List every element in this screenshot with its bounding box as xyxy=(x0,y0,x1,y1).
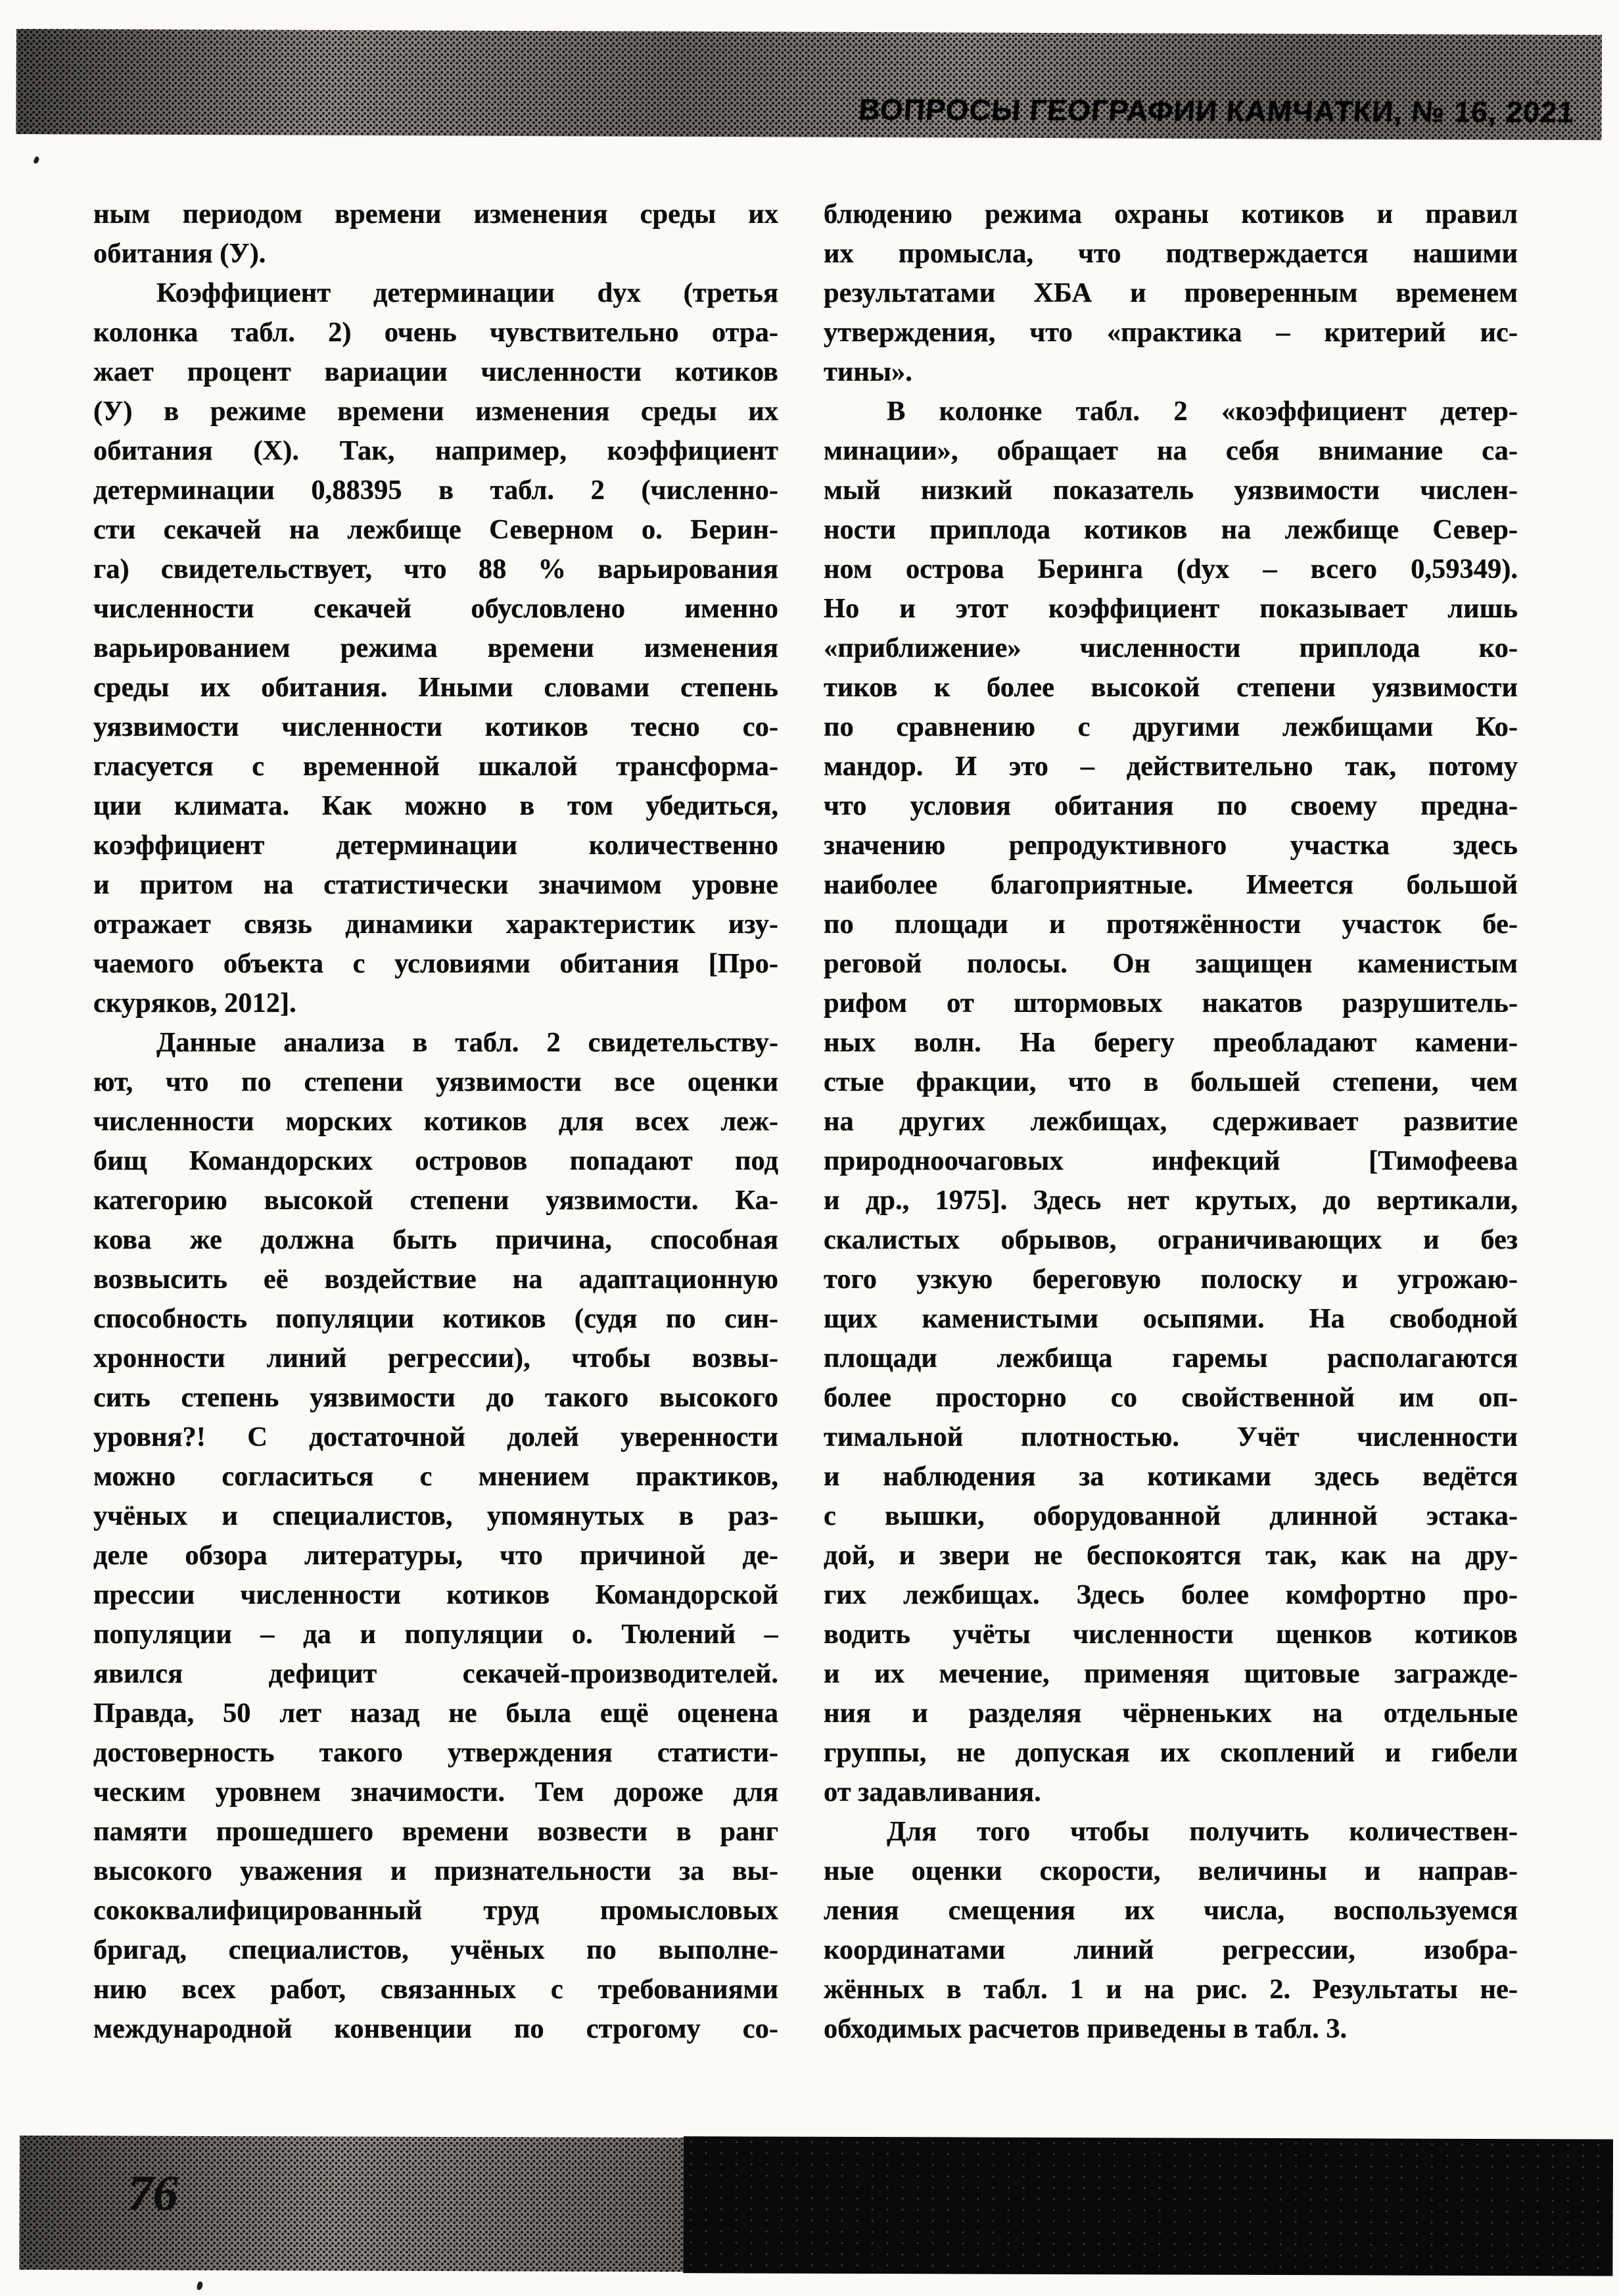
footer-black-area xyxy=(683,2136,1613,2276)
text-line: ления смещения их числа, воспользуемся xyxy=(824,1895,1518,1926)
text-line: Коэффициент детерминации dух (третья xyxy=(156,277,778,308)
text-line: более просторно со свойственной им оп- xyxy=(824,1382,1518,1413)
text-line: с вышки, оборудованной длинной эстака- xyxy=(824,1500,1518,1531)
text-line: и притом на статистически значимом уровне xyxy=(93,869,778,900)
text-line: сти секачей на лежбище Северном о. Берин- xyxy=(93,514,778,545)
text-line: ном острова Беринга (dух – всего 0,59349). xyxy=(824,554,1518,585)
text-line: достоверность такого утверждения статисти- xyxy=(93,1737,778,1768)
text-line: ческим уровнем значимости. Тем дороже для xyxy=(93,1777,778,1807)
text-line: того узкую береговую полоску и угрожаю- xyxy=(824,1264,1518,1295)
text-line: ных волн. На берегу преобладают камени- xyxy=(824,1027,1518,1058)
text-line: ности приплода котиков на лежбище Север- xyxy=(824,514,1518,545)
text-line: хронности линий регрессии), чтобы возвы- xyxy=(93,1343,778,1374)
text-line: гласуется с временной шкалой трансформа- xyxy=(93,751,778,782)
text-line: значению репродуктивного участка здесь xyxy=(824,830,1518,861)
text-line: водить учёты численности щенков котиков xyxy=(824,1619,1518,1650)
text-line: результатами ХБА и проверенным временем xyxy=(824,277,1518,308)
text-line: чаемого объекта с условиями обитания [Про- xyxy=(93,948,778,979)
text-line: что условия обитания по своему предна- xyxy=(824,790,1518,821)
text-line: тимальной плотностью. Учёт численности xyxy=(824,1422,1518,1452)
text-line: ные оценки скорости, величины и направ- xyxy=(824,1855,1518,1886)
text-line: колонка табл. 2) очень чувствительно отра- xyxy=(93,317,778,348)
text-line: уровня?! С достаточной долей уверенности xyxy=(93,1422,778,1452)
text-line: ным периодом времени изменения среды их xyxy=(93,199,778,229)
text-line: и др., 1975]. Здесь нет крутых, до вертикали, xyxy=(824,1185,1518,1216)
page-number: 76 xyxy=(128,2165,178,2221)
text-line: гих лежбищах. Здесь более комфортно про- xyxy=(824,1579,1518,1610)
text-line: наиболее благоприятные. Имеется большой xyxy=(824,869,1518,900)
header-band xyxy=(16,29,1602,140)
text-line: га) свидетельствует, что 88 % варьирования xyxy=(93,554,778,585)
text-line: среды их обитания. Иными словами степень xyxy=(93,672,778,703)
text-line: и их мечение, применяя щитовые загражде- xyxy=(824,1658,1518,1689)
text-line: жает процент вариации численности котиков xyxy=(93,356,778,387)
text-line: «приближение» численности приплода ко- xyxy=(824,633,1518,663)
text-line: В колонке табл. 2 «коэффициент детер- xyxy=(887,396,1518,427)
text-line: стые фракции, что в большей степени, чем xyxy=(824,1066,1518,1097)
text-line: щих каменистыми осыпями. На свободной xyxy=(824,1303,1518,1334)
text-line: детерминации 0,88395 в табл. 2 (численно- xyxy=(93,475,778,506)
scan-speck xyxy=(197,2281,204,2291)
text-line: Данные анализа в табл. 2 свидетельству- xyxy=(156,1027,778,1058)
text-line: их промысла, что подтверждается нашими xyxy=(824,238,1518,269)
text-line: способность популяции котиков (судя по син- xyxy=(93,1303,778,1334)
text-line: сить степень уязвимости до такого высокого xyxy=(93,1382,778,1413)
text-line: численности морских котиков для всех леж- xyxy=(93,1106,778,1137)
text-line: минации», обращает на себя внимание са- xyxy=(824,435,1518,466)
text-line: сококвалифицированный труд промысловых xyxy=(93,1895,778,1926)
text-line: нию всех работ, связанных с требованиями xyxy=(93,1974,778,2005)
scan-speck xyxy=(33,156,40,164)
text-line: обходимых расчетов приведены в табл. 3. xyxy=(824,2013,1348,2044)
journal-header: ВОПРОСЫ ГЕОГРАФИИ КАМЧАТКИ, № 16, 2021 xyxy=(857,92,1576,130)
text-line: мандор. И это – действительно так, потому xyxy=(824,751,1518,782)
text-line: высокого уважения и признательности за вы- xyxy=(93,1855,778,1886)
text-line: площади лежбища гаремы располагаются xyxy=(824,1343,1518,1374)
text-line: кова же должна быть причина, способная xyxy=(93,1224,778,1255)
text-line: прессии численности котиков Командорской xyxy=(93,1579,778,1610)
text-line: от задавливания. xyxy=(824,1777,1041,1807)
text-line: дой, и звери не беспокоятся так, как на дру- xyxy=(824,1540,1518,1571)
text-line: блюдению режима охраны котиков и правил xyxy=(824,199,1518,229)
text-line: на других лежбищах, сдерживает развитие xyxy=(824,1106,1518,1137)
text-column-left xyxy=(93,195,778,2049)
text-line: Правда, 50 лет назад не была ещё оценена xyxy=(93,1698,778,1729)
text-line: мый низкий показатель уязвимости числен- xyxy=(824,475,1518,506)
text-line: Но и этот коэффициент показывает лишь xyxy=(824,593,1518,624)
text-line: реговой полосы. Он защищен каменистым xyxy=(824,948,1518,979)
text-line: и наблюдения за котиками здесь ведётся xyxy=(824,1461,1518,1492)
text-line: категорию высокой степени уязвимости. Ка- xyxy=(93,1185,778,1216)
text-line: по площади и протяжённости участок бе- xyxy=(824,909,1518,940)
text-line: ют, что по степени уязвимости все оценки xyxy=(93,1066,778,1097)
footer-band xyxy=(19,2136,1613,2275)
text-line: бригад, специалистов, учёных по выполне- xyxy=(93,1934,778,1965)
text-line: ции климата. Как можно в том убедиться, xyxy=(93,790,778,821)
text-line: памяти прошедшего времени возвести в ранг xyxy=(93,1816,778,1847)
text-line: варьированием режима времени изменения xyxy=(93,633,778,663)
text-line: природноочаговых инфекций [Тимофеева xyxy=(824,1145,1518,1176)
text-line: обитания (Х). Так, например, коэффициент xyxy=(93,435,778,466)
text-line: возвысить её воздействие на адаптационную xyxy=(93,1264,778,1295)
text-line: деле обзора литературы, что причиной де- xyxy=(93,1540,778,1571)
text-line: рифом от штормовых накатов разрушитель- xyxy=(824,988,1518,1018)
text-line: тины». xyxy=(824,356,912,387)
text-line: ния и разделяя чёрненьких на отдельные xyxy=(824,1698,1518,1729)
text-line: скалистых обрывов, ограничивающих и без xyxy=(824,1224,1518,1255)
text-line: тиков к более высокой степени уязвимости xyxy=(824,672,1518,703)
text-line: международной конвенции по строгому со- xyxy=(93,2013,778,2044)
text-line: отражает связь динамики характеристик изу- xyxy=(93,909,778,940)
text-line: Для того чтобы получить количествен- xyxy=(887,1816,1518,1847)
text-line: популяции – да и популяции о. Тюлений – xyxy=(93,1619,778,1650)
text-line: координатами линий регрессии, изобра- xyxy=(824,1934,1518,1965)
text-line: можно согласиться с мнением практиков, xyxy=(93,1461,778,1492)
text-line: коэффициент детерминации количественно xyxy=(93,830,778,861)
text-column-right xyxy=(824,195,1518,2049)
text-line: скуряков, 2012]. xyxy=(93,988,296,1018)
text-line: бищ Командорских островов попадают под xyxy=(93,1145,778,1176)
text-line: по сравнению с другими лежбищами Ко- xyxy=(824,711,1518,742)
text-line: учёных и специалистов, упомянутых в раз- xyxy=(93,1500,778,1531)
text-line: численности секачей обусловлено именно xyxy=(93,593,778,624)
text-line: явился дефицит секачей-производителей. xyxy=(93,1658,778,1689)
text-line: (У) в режиме времени изменения среды их xyxy=(93,396,778,427)
text-line: утверждения, что «практика – критерий ис- xyxy=(824,317,1518,348)
text-line: группы, не допуская их скоплений и гибели xyxy=(824,1737,1518,1768)
text-line: уязвимости численности котиков тесно со- xyxy=(93,711,778,742)
text-line: обитания (У). xyxy=(93,238,266,269)
text-line: жённых в табл. 1 и на рис. 2. Результаты не- xyxy=(824,1974,1518,2005)
